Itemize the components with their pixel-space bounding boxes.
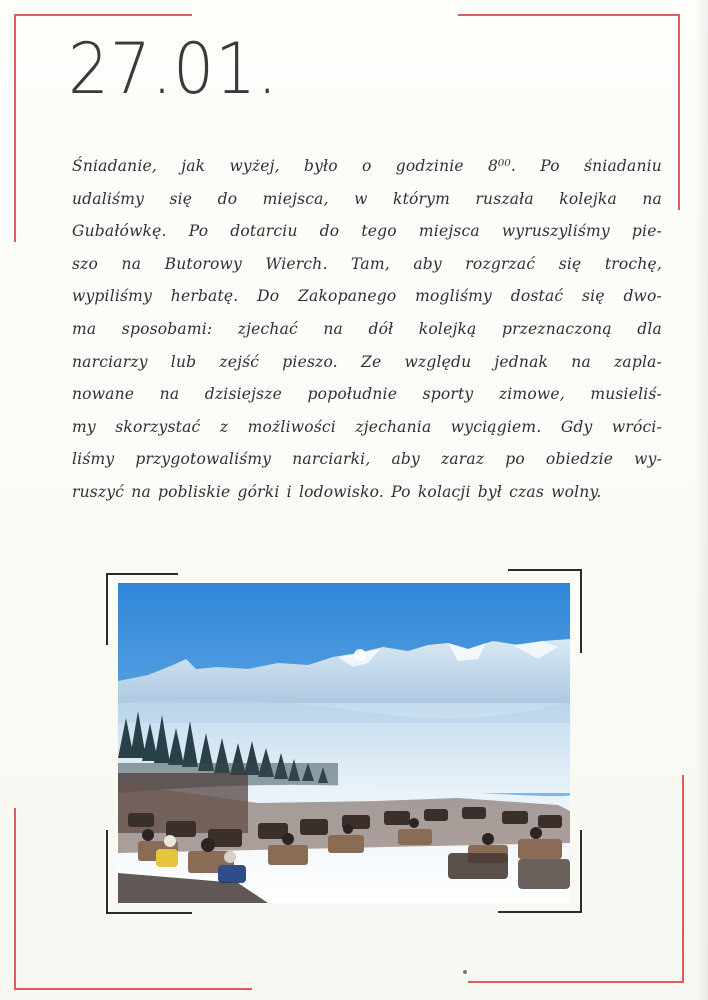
page-edge-shadow: [694, 0, 708, 1000]
text-line: ma sposobami: zjechać na dół kolejką przeznaczoną dla: [72, 319, 662, 338]
border-bottom-right: [468, 981, 684, 983]
photo-corner-tl-h: [106, 573, 178, 575]
photo-corner-tr-v: [580, 569, 582, 653]
photo-corner-br-h: [498, 911, 582, 913]
text-line: udaliśmy się do miejsca, w którym ruszała kolejka na: [72, 189, 662, 208]
entry-date: 27.01.: [68, 28, 279, 110]
photo-corner-tl-v: [106, 573, 108, 645]
text-line: narciarzy lub zejść pieszo. Ze względu jednak na zapla-: [72, 352, 662, 371]
text-line: Śniadanie, jak wyżej, było o godzinie 8⁰⁰. Po śniadaniu: [72, 157, 662, 175]
text-line: szo na Butorowy Wierch. Tam, aby rozgrzać się trochę,: [72, 254, 662, 273]
text-line: wypiliśmy herbatę. Do Zakopanego mogliśmy dostać się dwo-: [72, 287, 662, 306]
photo-corner-bl-v: [106, 830, 108, 914]
diary-text: [72, 150, 662, 509]
page-mark: [463, 970, 467, 974]
mountain-photo: [118, 583, 570, 903]
border-right-lower: [682, 775, 684, 983]
text-line: nowane na dzisiejsze popołudnie sporty zimowe, musieliś-: [72, 385, 662, 404]
text-line: my skorzystać z możliwości zjechania wyciągiem. Gdy wróci-: [72, 417, 662, 436]
text-line: liśmy przygotowaliśmy narciarki, aby zaraz po obiedzie wy-: [72, 450, 662, 469]
border-right-upper: [678, 14, 680, 210]
border-top-right: [458, 14, 680, 16]
photo-corner-bl-h: [106, 912, 192, 914]
border-left-lower: [14, 808, 16, 990]
border-top-left: [14, 14, 192, 16]
photo-corner-tr-h: [508, 569, 582, 571]
border-bottom-left: [14, 988, 252, 990]
text-line: Gubałówkę. Po dotarciu do tego miejsca wyruszyliśmy pie-: [72, 222, 662, 241]
border-left-upper: [14, 14, 16, 242]
photo-corner-br-v: [580, 830, 582, 913]
text-line: ruszyć na pobliskie górki i lodowisko. Po kolacji był czas wolny.: [72, 482, 602, 501]
